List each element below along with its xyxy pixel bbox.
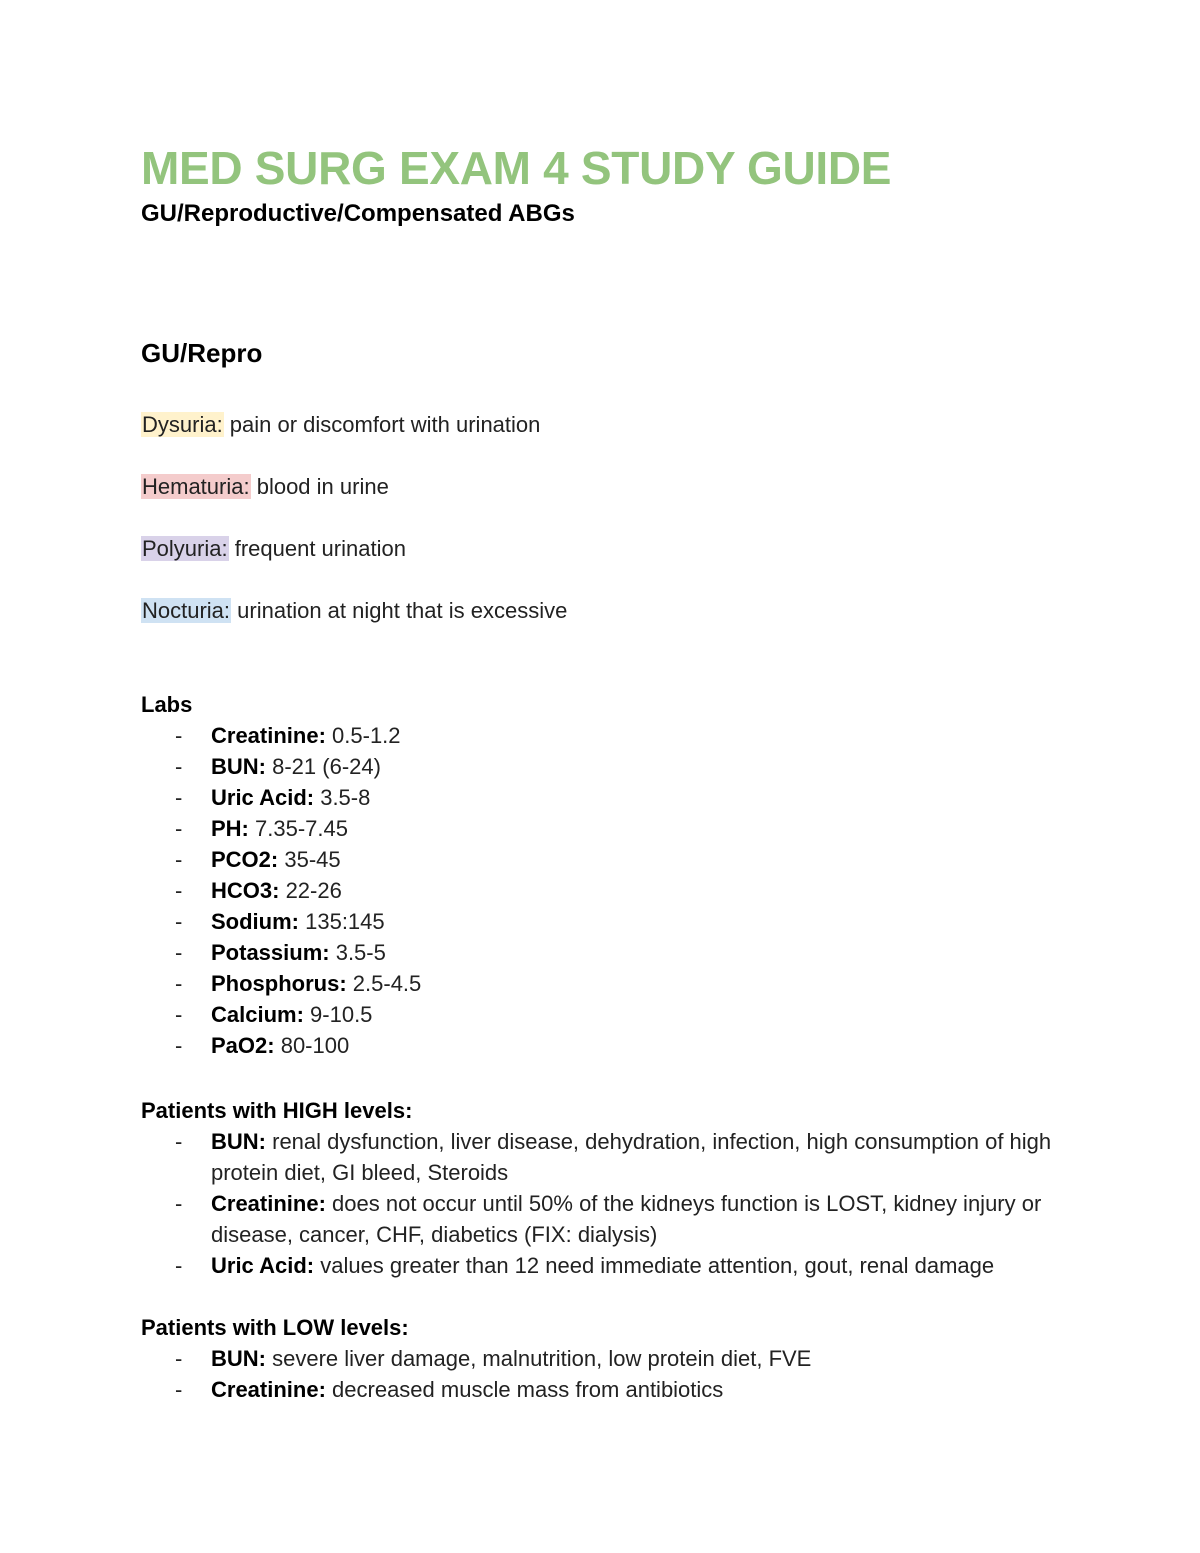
dash-bullet: - <box>175 1002 183 1027</box>
lab-name: Creatinine: <box>211 1377 326 1402</box>
lab-causes: severe liver damage, malnutrition, low protein diet, FVE <box>266 1346 812 1371</box>
lab-range: 9-10.5 <box>303 1002 373 1027</box>
lab-name: Potassium: <box>211 940 330 965</box>
definition-text: urination at night that is excessive <box>231 598 568 623</box>
list-item <box>141 1374 1061 1405</box>
lab-name: Uric Acid: <box>211 785 315 810</box>
lab-name: Phosphorus: <box>211 971 347 996</box>
list-item <box>141 968 1061 999</box>
lab-name: PCO2: <box>211 847 279 872</box>
definition-term: Polyuria: <box>142 536 228 561</box>
document-title: MED SURG EXAM 4 STUDY GUIDE <box>141 142 892 194</box>
lab-name: Calcium: <box>211 1002 304 1027</box>
list-item <box>141 906 1061 937</box>
list-item <box>141 844 1061 875</box>
labs-list <box>141 720 1061 1061</box>
high-levels-heading: Patients with HIGH levels: <box>141 1098 413 1123</box>
lab-name: Creatinine: <box>211 723 326 748</box>
list-item <box>141 1188 1061 1250</box>
definition-term: Nocturia: <box>142 598 231 623</box>
list-item <box>141 1250 1061 1281</box>
lab-name: Uric Acid: <box>211 1253 315 1278</box>
list-item <box>141 1126 1061 1188</box>
dash-bullet: - <box>175 909 183 934</box>
high-levels-section <box>141 1095 1061 1281</box>
dash-bullet: - <box>175 847 183 872</box>
lab-name: PaO2: <box>211 1033 275 1058</box>
dash-bullet: - <box>175 723 183 748</box>
list-item <box>141 1343 1061 1374</box>
dash-bullet: - <box>175 1346 183 1371</box>
list-item <box>141 751 1061 782</box>
dash-bullet: - <box>175 1253 183 1278</box>
list-item <box>141 720 1061 751</box>
list-item <box>141 875 1061 906</box>
definitions-list <box>141 410 1061 658</box>
definition-term: Dysuria: <box>142 412 223 437</box>
lab-range: 3.5-8 <box>314 785 371 810</box>
labs-section <box>141 689 1061 1061</box>
list-item <box>141 937 1061 968</box>
low-levels-section <box>141 1312 1061 1405</box>
high-levels-list <box>141 1126 1061 1281</box>
definition-polyuria <box>141 534 1061 564</box>
lab-range: 7.35-7.45 <box>248 816 348 841</box>
lab-range: 80-100 <box>274 1033 350 1058</box>
dash-bullet: - <box>175 940 183 965</box>
lab-causes: values greater than 12 need immediate attention, gout, renal damage <box>314 1253 995 1278</box>
lab-name: BUN: <box>211 1129 266 1154</box>
list-item <box>141 782 1061 813</box>
list-item <box>141 999 1061 1030</box>
section-heading-gu-repro: GU/Repro <box>141 338 263 368</box>
definition-dysuria <box>141 410 1061 440</box>
dash-bullet: - <box>175 1377 183 1402</box>
definition-text: frequent urination <box>228 536 406 561</box>
lab-name: Creatinine: <box>211 1191 326 1216</box>
dash-bullet: - <box>175 1191 183 1216</box>
lab-causes: does not occur until 50% of the kidneys function is LOST, kidney injury or disease, cancer, CHF, diabetics (FIX: dialysis) <box>211 1191 1042 1247</box>
definition-text: blood in urine <box>250 474 389 499</box>
document-subtitle: GU/Reproductive/Compensated ABGs <box>141 200 575 227</box>
lab-range: 8-21 (6-24) <box>266 754 381 779</box>
definition-text: pain or discomfort with urination <box>223 412 541 437</box>
dash-bullet: - <box>175 1033 183 1058</box>
dash-bullet: - <box>175 878 183 903</box>
dash-bullet: - <box>175 971 183 996</box>
definition-nocturia <box>141 596 1061 626</box>
lab-name: PH: <box>211 816 249 841</box>
dash-bullet: - <box>175 1129 183 1154</box>
lab-name: BUN: <box>211 1346 266 1371</box>
lab-causes: decreased muscle mass from antibiotics <box>325 1377 724 1402</box>
lab-range: 22-26 <box>279 878 342 903</box>
low-levels-list <box>141 1343 1061 1405</box>
list-item <box>141 1030 1061 1061</box>
document-content <box>141 140 1061 1402</box>
lab-range: 135:145 <box>299 909 385 934</box>
lab-name: BUN: <box>211 754 266 779</box>
labs-heading: Labs <box>141 692 193 717</box>
lab-range: 0.5-1.2 <box>325 723 401 748</box>
list-item <box>141 813 1061 844</box>
dash-bullet: - <box>175 816 183 841</box>
lab-name: HCO3: <box>211 878 280 903</box>
lab-range: 3.5-5 <box>329 940 386 965</box>
dash-bullet: - <box>175 754 183 779</box>
definition-term: Hematuria: <box>142 474 250 499</box>
lab-causes: renal dysfunction, liver disease, dehydration, infection, high consumption of high protein diet, GI bleed, Steroids <box>211 1129 1052 1185</box>
lab-name: Sodium: <box>211 909 299 934</box>
lab-range: 2.5-4.5 <box>346 971 422 996</box>
definition-hematuria <box>141 472 1061 502</box>
dash-bullet: - <box>175 785 183 810</box>
lab-range: 35-45 <box>278 847 341 872</box>
low-levels-heading: Patients with LOW levels: <box>141 1315 409 1340</box>
